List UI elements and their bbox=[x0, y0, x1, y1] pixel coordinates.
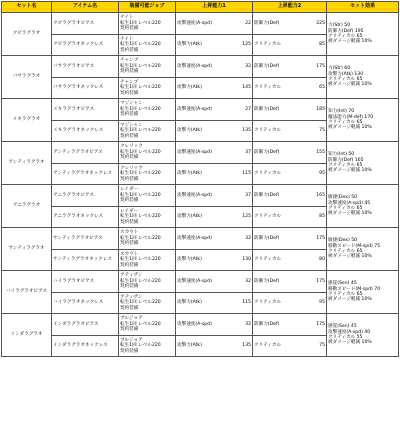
job-line: 契約装備 bbox=[120, 219, 139, 225]
stat1-label-cell: 攻撃速度(A-spd) bbox=[176, 142, 237, 164]
table-row bbox=[2, 56, 399, 78]
effect-line: 被ダメージ軽減 10% bbox=[328, 168, 372, 174]
set-effect-cell bbox=[327, 271, 399, 314]
item-name-cell: クビラグラオピアス bbox=[52, 13, 119, 35]
stat2-value-cell: 95 bbox=[311, 293, 327, 314]
table-row bbox=[2, 314, 399, 336]
effect-line: 被ダメージ軽減 10% bbox=[328, 82, 372, 88]
job-line: 契約装備 bbox=[120, 198, 139, 204]
stat2-value-cell: 80 bbox=[311, 250, 327, 271]
job-line: 転生1回 レベル220 bbox=[120, 85, 161, 91]
stat2-value-cell: 65 bbox=[311, 78, 327, 99]
stat1-value-cell: 32 bbox=[237, 56, 253, 78]
job-line: 契約装備 bbox=[120, 112, 139, 118]
table-row bbox=[2, 228, 399, 250]
stat1-label-cell: 攻撃力(Atk) bbox=[176, 293, 237, 314]
item-name-cell: バサラグラオピアス bbox=[52, 56, 119, 78]
stat1-value-cell: 115 bbox=[237, 164, 253, 185]
equippable-jobs-cell bbox=[119, 56, 176, 78]
equippable-jobs-cell bbox=[119, 99, 176, 121]
stat2-value-cell: 175 bbox=[311, 271, 327, 293]
stat1-value-cell: 130 bbox=[237, 250, 253, 271]
stat2-label-cell: 防御力(Def) bbox=[253, 99, 311, 121]
header-stat-2: 上昇能力2 bbox=[253, 2, 327, 13]
item-name-cell: ハイラグラオネックレス bbox=[52, 293, 119, 314]
item-name-cell: サンティラグラオネックレス bbox=[52, 250, 119, 271]
effect-line: クリティカル 65 bbox=[328, 292, 363, 297]
equippable-jobs-cell bbox=[119, 250, 176, 271]
stat2-label-cell: 防御力(Def) bbox=[253, 142, 311, 164]
stat2-label-cell: クリティカル bbox=[253, 293, 311, 314]
set-name-cell: アニラグラオ bbox=[2, 185, 52, 228]
job-line: チャンプ bbox=[120, 79, 139, 85]
effect-line: 感覚(Sen) 45 bbox=[328, 281, 357, 287]
effect-line: 攻撃速度(A-spd) 45 bbox=[328, 200, 371, 206]
job-line: 転生1回 レベル220 bbox=[120, 278, 161, 284]
item-name-cell: アニラグラオピアス bbox=[52, 185, 119, 207]
item-name-cell: アニラグラオネックレス bbox=[52, 207, 119, 228]
equippable-jobs-cell bbox=[119, 293, 176, 314]
stat2-label-cell: 防御力(Def) bbox=[253, 13, 311, 35]
stat2-label-cell: クリティカル bbox=[253, 35, 311, 56]
stat1-label-cell: 攻撃力(Atk) bbox=[176, 78, 237, 99]
item-name-cell: バサラグラオネックレス bbox=[52, 78, 119, 99]
stat1-value-cell: 32 bbox=[237, 271, 253, 293]
job-line: ブルジョア bbox=[120, 316, 143, 322]
stat2-value-cell: 75 bbox=[311, 121, 327, 142]
effect-line: 被ダメージ軽減 10% bbox=[328, 340, 372, 346]
stat1-value-cell: 135 bbox=[237, 121, 253, 142]
item-name-cell: アンティラグラオピアス bbox=[52, 142, 119, 164]
stat2-label-cell: クリティカル bbox=[253, 121, 311, 142]
stat1-label-cell: 攻撃速度(A-spd) bbox=[176, 314, 237, 336]
effect-line: 被ダメージ軽減 10% bbox=[328, 125, 372, 131]
effect-line: クリティカル 65 bbox=[328, 120, 363, 125]
stat2-label-cell: 防御力(Def) bbox=[253, 271, 311, 293]
table-row bbox=[2, 271, 399, 293]
stat2-label-cell: 防御力(Def) bbox=[253, 228, 311, 250]
set-name-cell: アンティラグラオ bbox=[2, 142, 52, 185]
stat2-value-cell: 175 bbox=[311, 56, 327, 78]
table-row bbox=[2, 185, 399, 207]
header-stat-1: 上昇能力1 bbox=[176, 2, 253, 13]
job-line: 契約装備 bbox=[120, 176, 139, 182]
equippable-jobs-cell bbox=[119, 78, 176, 99]
set-name-cell: ハイラグラオピアス bbox=[2, 271, 52, 314]
item-name-cell: クビラグラオネックレス bbox=[52, 35, 119, 56]
effect-line: クリティカル 55 bbox=[328, 335, 363, 340]
set-name-cell: クビラグラオ bbox=[2, 13, 52, 56]
stat2-value-cell: 85 bbox=[311, 35, 327, 56]
stat2-value-cell: 85 bbox=[311, 207, 327, 228]
item-name-cell: インダラグラオネックレス bbox=[52, 336, 119, 357]
set-effect-cell bbox=[327, 13, 399, 56]
set-effect-cell bbox=[327, 99, 399, 142]
stat1-label-cell: 攻撃力(Atk) bbox=[176, 164, 237, 185]
job-line: レイダー bbox=[120, 208, 139, 214]
stat2-value-cell: 165 bbox=[311, 185, 327, 207]
header-set-name: セット名 bbox=[2, 2, 52, 13]
header-item-name: アイテム名 bbox=[52, 2, 119, 13]
job-line: 転生1回 レベル220 bbox=[120, 20, 161, 26]
job-line: チャンプ bbox=[120, 58, 139, 64]
table-row bbox=[2, 142, 399, 164]
set-effect-cell bbox=[327, 314, 399, 357]
stat1-value-cell: 22 bbox=[237, 13, 253, 35]
stat2-value-cell: 225 bbox=[311, 13, 327, 35]
effect-line: 感覚(Sen) 45 bbox=[328, 324, 357, 330]
effect-line: 知力(Int) 50 bbox=[328, 152, 355, 158]
effect-line: 知力(Int) 70 bbox=[328, 109, 355, 115]
job-line: 転生1回 レベル220 bbox=[120, 321, 161, 327]
stat1-value-cell: 32 bbox=[237, 314, 253, 336]
stat2-label-cell: 防御力(Def) bbox=[253, 314, 311, 336]
job-line: 転生1回 レベル220 bbox=[120, 63, 161, 69]
effect-line: 移動スピード(M-spd) 75 bbox=[328, 243, 381, 249]
job-line: スカウト bbox=[120, 230, 139, 236]
set-effect-cell bbox=[327, 142, 399, 185]
equippable-jobs-cell bbox=[119, 207, 176, 228]
stat1-value-cell: 32 bbox=[237, 228, 253, 250]
stat2-label-cell: クリティカル bbox=[253, 78, 311, 99]
equippable-jobs-cell bbox=[119, 314, 176, 336]
equippable-jobs-cell bbox=[119, 271, 176, 293]
job-line: 契約装備 bbox=[120, 262, 139, 268]
set-effect-cell bbox=[327, 56, 399, 99]
equippable-jobs-cell bbox=[119, 121, 176, 142]
job-line: ナイト bbox=[120, 36, 134, 42]
stat2-label-cell: 防御力(Def) bbox=[253, 56, 311, 78]
job-line: 転生1回 レベル220 bbox=[120, 192, 161, 198]
job-line: 契約装備 bbox=[120, 284, 139, 290]
stat2-value-cell: 95 bbox=[311, 164, 327, 185]
table-body bbox=[2, 13, 399, 357]
stat1-label-cell: 攻撃速度(A-spd) bbox=[176, 13, 237, 35]
effect-line: クリティカル 65 bbox=[328, 206, 363, 211]
job-line: 転生1回 レベル220 bbox=[120, 257, 161, 263]
stat1-label-cell: 攻撃力(Atk) bbox=[176, 35, 237, 56]
stat1-label-cell: 攻撃力(Atk) bbox=[176, 207, 237, 228]
effect-line: クリティカル 65 bbox=[328, 77, 363, 82]
job-line: 転生1回 レベル220 bbox=[120, 171, 161, 177]
job-line: マジシャン bbox=[120, 101, 143, 107]
stat2-label-cell: 防御力(Def) bbox=[253, 185, 311, 207]
job-line: 転生1回 レベル220 bbox=[120, 106, 161, 112]
item-name-cell: アンティラグラオネックレス bbox=[52, 164, 119, 185]
stat2-value-cell: 75 bbox=[311, 336, 327, 357]
job-line: ナイト bbox=[120, 15, 134, 21]
stat1-label-cell: 攻撃速度(A-spd) bbox=[176, 228, 237, 250]
equippable-jobs-cell bbox=[119, 336, 176, 357]
stat2-label-cell: クリティカル bbox=[253, 336, 311, 357]
stat1-label-cell: 攻撃力(Atk) bbox=[176, 250, 237, 271]
stat1-value-cell: 135 bbox=[237, 336, 253, 357]
job-line: 転生1回 レベル220 bbox=[120, 235, 161, 241]
header-set-effect: セット効果 bbox=[327, 2, 399, 13]
effect-line: 力(Str) 50 bbox=[328, 23, 351, 29]
job-line: 転生1回 レベル220 bbox=[120, 214, 161, 220]
stat1-value-cell: 145 bbox=[237, 78, 253, 99]
stat1-label-cell: 攻撃力(Atk) bbox=[176, 121, 237, 142]
stat2-value-cell: 155 bbox=[311, 142, 327, 164]
effect-line: 力(Str) 60 bbox=[328, 66, 351, 72]
stat1-value-cell: 125 bbox=[237, 207, 253, 228]
effect-line: 被ダメージ軽減 10% bbox=[328, 39, 372, 45]
effect-line: 防御力(Def) 195 bbox=[328, 28, 364, 34]
item-name-cell: メキラグラオネックレス bbox=[52, 121, 119, 142]
stat1-label-cell: 攻撃速度(A-spd) bbox=[176, 99, 237, 121]
job-line: 契約装備 bbox=[120, 155, 139, 161]
effect-line: 敏捷(Dex) 50 bbox=[328, 195, 358, 201]
stat2-value-cell: 185 bbox=[311, 99, 327, 121]
equippable-jobs-cell bbox=[119, 228, 176, 250]
set-name-cell: サンティラグラオ bbox=[2, 228, 52, 271]
table-row bbox=[2, 13, 399, 35]
effect-line: 敏捷(Dex) 50 bbox=[328, 238, 358, 244]
effect-line: 攻撃力(Atk) 130 bbox=[328, 71, 364, 77]
stat1-label-cell: 攻撃速度(A-spd) bbox=[176, 56, 237, 78]
table-row bbox=[2, 99, 399, 121]
header-equippable-jobs: 装備可能ジョブ bbox=[119, 2, 176, 13]
job-line: 契約装備 bbox=[120, 69, 139, 75]
job-line: 契約装備 bbox=[120, 133, 139, 139]
job-line: 転生1回 レベル220 bbox=[120, 42, 161, 48]
job-line: 契約装備 bbox=[120, 47, 139, 53]
equippable-jobs-cell bbox=[119, 142, 176, 164]
equippable-jobs-cell bbox=[119, 13, 176, 35]
job-line: 契約装備 bbox=[120, 241, 139, 247]
effect-line: 移動スピード(M-spd) 70 bbox=[328, 286, 381, 292]
job-line: 転生1回 レベル220 bbox=[120, 149, 161, 155]
stat2-label-cell: クリティカル bbox=[253, 164, 311, 185]
job-line: 転生1回 レベル220 bbox=[120, 343, 161, 349]
effect-line: 被ダメージ軽減 10% bbox=[328, 297, 372, 303]
set-name-cell: バサラグラオ bbox=[2, 56, 52, 99]
item-name-cell: メキラグラオピアス bbox=[52, 99, 119, 121]
set-effect-table bbox=[1, 1, 399, 357]
stat2-label-cell: クリティカル bbox=[253, 207, 311, 228]
job-line: スカウト bbox=[120, 251, 139, 257]
stat1-value-cell: 37 bbox=[237, 142, 253, 164]
item-name-cell: サンティラグラオピアス bbox=[52, 228, 119, 250]
set-effect-cell bbox=[327, 228, 399, 271]
job-line: 契約装備 bbox=[120, 26, 139, 32]
stat2-value-cell: 175 bbox=[311, 228, 327, 250]
stat1-value-cell: 125 bbox=[237, 35, 253, 56]
effect-line: 被ダメージ軽減 10% bbox=[328, 254, 372, 260]
effect-line: 防御力(Def) 165 bbox=[328, 157, 364, 163]
set-name-cell: インダラグラオ bbox=[2, 314, 52, 357]
job-line: 契約装備 bbox=[120, 348, 139, 354]
job-line: 契約装備 bbox=[120, 90, 139, 96]
job-line: アティザン bbox=[120, 294, 143, 300]
set-name-cell: メキラグラオ bbox=[2, 99, 52, 142]
job-line: 契約装備 bbox=[120, 327, 139, 333]
stat2-label-cell: クリティカル bbox=[253, 250, 311, 271]
equippable-jobs-cell bbox=[119, 35, 176, 56]
effect-line: 攻撃速度(A-spd) 40 bbox=[328, 329, 371, 335]
equippable-jobs-cell bbox=[119, 164, 176, 185]
stat1-label-cell: 攻撃力(Atk) bbox=[176, 336, 237, 357]
effect-line: クリティカル 65 bbox=[328, 163, 363, 168]
stat1-label-cell: 攻撃速度(A-spd) bbox=[176, 185, 237, 207]
stat1-value-cell: 115 bbox=[237, 293, 253, 314]
effect-line: クリティカル 65 bbox=[328, 34, 363, 39]
set-effect-cell bbox=[327, 185, 399, 228]
job-line: レイダー bbox=[120, 187, 139, 193]
job-line: 転生1回 レベル220 bbox=[120, 128, 161, 134]
job-line: マジシャン bbox=[120, 122, 143, 128]
stat2-value-cell: 175 bbox=[311, 314, 327, 336]
job-line: 転生1回 レベル220 bbox=[120, 300, 161, 306]
stat1-value-cell: 27 bbox=[237, 99, 253, 121]
effect-line: クリティカル 65 bbox=[328, 249, 363, 254]
stat1-value-cell: 37 bbox=[237, 185, 253, 207]
stat1-label-cell: 攻撃速度(A-spd) bbox=[176, 271, 237, 293]
job-line: ブルジョア bbox=[120, 337, 143, 343]
equippable-jobs-cell bbox=[119, 185, 176, 207]
header-row bbox=[2, 2, 399, 13]
job-line: 契約装備 bbox=[120, 305, 139, 311]
job-line: クレリック bbox=[120, 165, 143, 171]
job-line: クレリック bbox=[120, 144, 143, 150]
effect-line: 魔法能力(M-def) 170 bbox=[328, 114, 374, 120]
job-line: アティザン bbox=[120, 273, 143, 279]
item-name-cell: インダラグラオピアス bbox=[52, 314, 119, 336]
effect-line: 被ダメージ軽減 10% bbox=[328, 211, 372, 217]
item-name-cell: ハイラグラオピアス bbox=[52, 271, 119, 293]
